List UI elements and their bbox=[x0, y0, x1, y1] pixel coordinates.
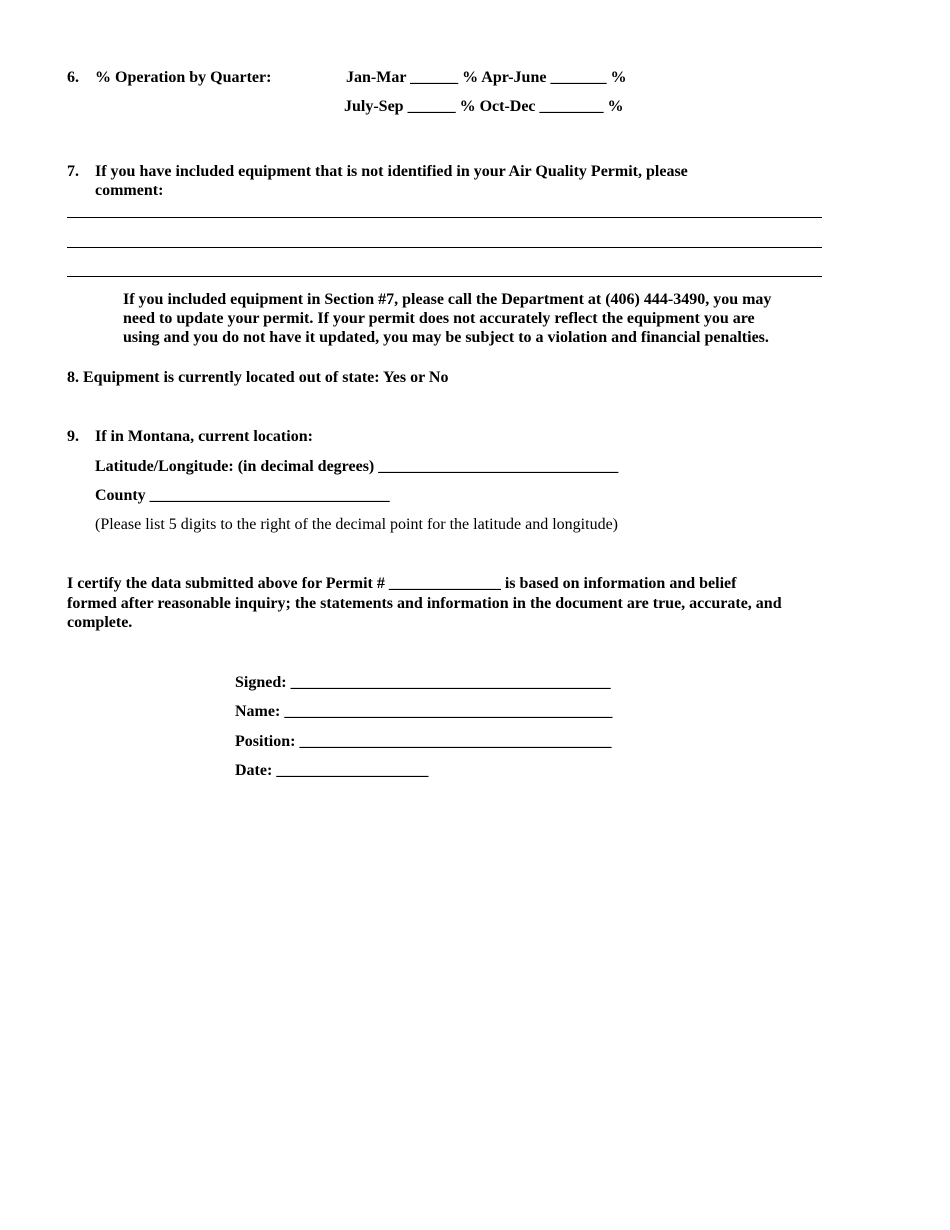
date-field[interactable]: Date: ___________________ bbox=[235, 762, 429, 779]
q7-number: 7. bbox=[67, 163, 79, 180]
signed-field[interactable]: Signed: ________________________________________ bbox=[235, 674, 611, 691]
q6-number: 6. bbox=[67, 69, 79, 86]
q9-number: 9. bbox=[67, 428, 79, 445]
decimal-instruction: (Please list 5 digits to the right of the decimal point for the latitude and longitude) bbox=[95, 516, 618, 533]
q7-note-line-2: need to update your permit. If your permit does not accurately reflect the equipment you are bbox=[123, 310, 755, 327]
q6-quarter-row-2[interactable]: July-Sep ______ % Oct-Dec ________ % bbox=[344, 98, 624, 115]
comment-line-3[interactable] bbox=[67, 276, 822, 277]
latitude-longitude-field[interactable]: Latitude/Longitude: (in decimal degrees) ______________________________ bbox=[95, 458, 619, 475]
q7-question-line-2: comment: bbox=[95, 182, 164, 199]
q6-quarter-row-1[interactable]: Jan-Mar ______ % Apr-June _______ % bbox=[346, 69, 627, 86]
q6-label: % Operation by Quarter: bbox=[95, 69, 272, 86]
position-field[interactable]: Position: _______________________________________ bbox=[235, 733, 612, 750]
certify-line-3: complete. bbox=[67, 614, 133, 631]
certify-line-2: formed after reasonable inquiry; the statements and information in the document are true, accurate, and bbox=[67, 595, 782, 612]
name-field[interactable]: Name: _________________________________________ bbox=[235, 703, 613, 720]
q8-out-of-state[interactable]: 8. Equipment is currently located out of state: Yes or No bbox=[67, 369, 449, 386]
comment-line-2[interactable] bbox=[67, 247, 822, 248]
certify-line-1[interactable]: I certify the data submitted above for Permit # ______________ is based on information and belief bbox=[67, 575, 737, 592]
comment-line-1[interactable] bbox=[67, 217, 822, 218]
county-field[interactable]: County ______________________________ bbox=[95, 487, 390, 504]
q9-label: If in Montana, current location: bbox=[95, 428, 313, 445]
q7-note-line-3: using and you do not have it updated, you may be subject to a violation and financial penalties. bbox=[123, 329, 769, 346]
q7-question-line-1: If you have included equipment that is not identified in your Air Quality Permit, please bbox=[95, 163, 688, 180]
q7-note-line-1: If you included equipment in Section #7, please call the Department at (406) 444-3490, you may bbox=[123, 291, 772, 308]
